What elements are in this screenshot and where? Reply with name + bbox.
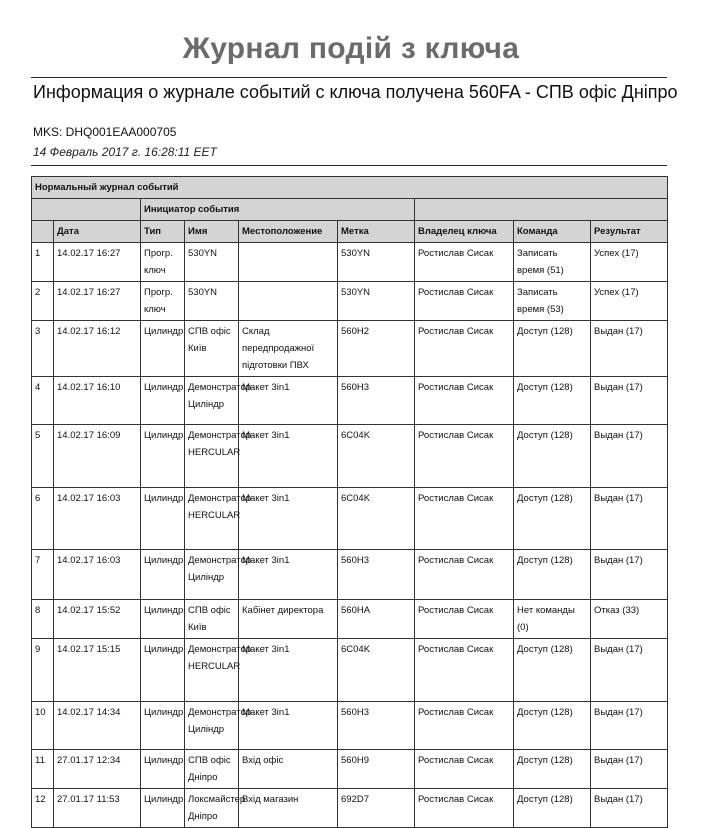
- table-row: [32, 750, 668, 789]
- col-type-cell: Цилиндр: [141, 425, 185, 488]
- col-number-cell: 12: [32, 789, 54, 828]
- col-number-cell: 10: [32, 702, 54, 750]
- col-command-cell: Доступ (128): [514, 639, 591, 702]
- col-name-cell: Демонстратор Циліндр: [185, 550, 239, 600]
- col-result-cell: Выдан (17): [591, 639, 668, 702]
- table-row: [32, 702, 668, 750]
- col-date-cell: 14.02.17 16:27: [54, 282, 141, 321]
- col-tag-cell: 530YN: [338, 243, 415, 282]
- table-row: [32, 282, 668, 321]
- col-date-cell: 14.02.17 15:52: [54, 600, 141, 639]
- col-command-cell: Доступ (128): [514, 702, 591, 750]
- col-owner-cell: Ростислав Сисак: [415, 488, 514, 550]
- col-number-header: [32, 221, 54, 243]
- col-date-cell: 14.02.17 14:34: [54, 702, 141, 750]
- col-command-header: Команда: [514, 221, 591, 243]
- col-name-cell: Демонстратор HERCULAR: [185, 425, 239, 488]
- col-number-cell: 7: [32, 550, 54, 600]
- col-command-cell: Доступ (128): [514, 488, 591, 550]
- col-number-cell: 6: [32, 488, 54, 550]
- col-owner-cell: Ростислав Сисак: [415, 600, 514, 639]
- col-command-cell: Записать время (53): [514, 282, 591, 321]
- col-result-cell: Выдан (17): [591, 321, 668, 377]
- col-number-cell: 4: [32, 377, 54, 425]
- col-location-cell: Макет 3in1: [239, 425, 338, 488]
- col-owner-cell: Ростислав Сисак: [415, 282, 514, 321]
- col-command-cell: Доступ (128): [514, 550, 591, 600]
- col-command-cell: Доступ (128): [514, 425, 591, 488]
- group-header-blank-right: [415, 199, 668, 221]
- col-tag-cell: 6C04K: [338, 488, 415, 550]
- col-name-cell: Демонстратор HERCULAR: [185, 639, 239, 702]
- col-tag-cell: 6C04K: [338, 639, 415, 702]
- table-row: [32, 550, 668, 600]
- table-row: [32, 789, 668, 828]
- col-type-cell: Прогр. ключ: [141, 243, 185, 282]
- col-owner-cell: Ростислав Сисак: [415, 750, 514, 789]
- col-owner-cell: Ростислав Сисак: [415, 702, 514, 750]
- table-row: [32, 639, 668, 702]
- col-number-cell: 8: [32, 600, 54, 639]
- column-headers: [32, 221, 668, 243]
- col-date-header: Дата: [54, 221, 141, 243]
- col-type-cell: Цилиндр: [141, 488, 185, 550]
- col-owner-cell: Ростислав Сисак: [415, 550, 514, 600]
- section-title: Нормальный журнал событий: [32, 177, 668, 199]
- col-name-cell: 530YN: [185, 243, 239, 282]
- col-type-cell: Цилиндр: [141, 789, 185, 828]
- col-result-header: Результат: [591, 221, 668, 243]
- table-row: [32, 488, 668, 550]
- col-number-cell: 11: [32, 750, 54, 789]
- col-type-cell: Цилиндр: [141, 321, 185, 377]
- col-location-header: Местоположение: [239, 221, 338, 243]
- col-date-cell: 27.01.17 12:34: [54, 750, 141, 789]
- col-number-cell: 9: [32, 639, 54, 702]
- col-location-cell: Макет 3in1: [239, 377, 338, 425]
- col-name-cell: Демонстратор Циліндр: [185, 377, 239, 425]
- col-result-cell: Выдан (17): [591, 750, 668, 789]
- col-name-cell: СПВ офіс Київ: [185, 321, 239, 377]
- group-header-initiator: Инициатор события: [141, 199, 415, 221]
- col-date-cell: 14.02.17 16:03: [54, 550, 141, 600]
- col-location-cell: [239, 282, 338, 321]
- col-number-cell: 5: [32, 425, 54, 488]
- col-owner-cell: Ростислав Сисак: [415, 243, 514, 282]
- col-result-cell: Выдан (17): [591, 377, 668, 425]
- col-name-cell: СПВ офіс Дніпро: [185, 750, 239, 789]
- title-divider: [31, 77, 667, 78]
- col-date-cell: 14.02.17 16:12: [54, 321, 141, 377]
- col-date-cell: 27.01.17 11:53: [54, 789, 141, 828]
- col-type-cell: Цилиндр: [141, 639, 185, 702]
- col-name-cell: СПВ офіс Київ: [185, 600, 239, 639]
- col-result-cell: Выдан (17): [591, 550, 668, 600]
- col-tag-cell: 560H2: [338, 321, 415, 377]
- mks-id: MKS: DHQ001EAA000705: [33, 125, 177, 139]
- col-date-cell: 14.02.17 16:09: [54, 425, 141, 488]
- col-type-cell: Цилиндр: [141, 750, 185, 789]
- document-title: Журнал подій з ключа: [182, 32, 520, 65]
- col-location-cell: Кабінет директора: [239, 600, 338, 639]
- table-row: [32, 243, 668, 282]
- col-date-cell: 14.02.17 16:03: [54, 488, 141, 550]
- col-type-cell: Цилиндр: [141, 550, 185, 600]
- col-owner-cell: Ростислав Сисак: [415, 639, 514, 702]
- col-owner-cell: Ростислав Сисак: [415, 321, 514, 377]
- col-location-cell: Вхід офіс: [239, 750, 338, 789]
- col-result-cell: Успех (17): [591, 243, 668, 282]
- group-header-blank: [32, 199, 141, 221]
- col-type-cell: Прогр. ключ: [141, 282, 185, 321]
- col-number-cell: 3: [32, 321, 54, 377]
- col-name-cell: Демонстратор Циліндр: [185, 702, 239, 750]
- col-result-cell: Успех (17): [591, 282, 668, 321]
- col-type-cell: Цилиндр: [141, 600, 185, 639]
- col-name-cell: 530YN: [185, 282, 239, 321]
- col-command-cell: Доступ (128): [514, 750, 591, 789]
- col-location-cell: Склад передпродажної підготовки ПВХ: [239, 321, 338, 377]
- col-tag-cell: 560H3: [338, 550, 415, 600]
- col-result-cell: Отказ (33): [591, 600, 668, 639]
- col-name-cell: Локсмайстер Дніпро: [185, 789, 239, 828]
- event-log-table: [31, 176, 668, 828]
- col-owner-cell: Ростислав Сисак: [415, 377, 514, 425]
- col-command-cell: Нет команды (0): [514, 600, 591, 639]
- col-location-cell: [239, 243, 338, 282]
- col-tag-cell: 560HA: [338, 600, 415, 639]
- col-command-cell: Доступ (128): [514, 321, 591, 377]
- col-command-cell: Доступ (128): [514, 789, 591, 828]
- col-date-cell: 14.02.17 16:10: [54, 377, 141, 425]
- report-timestamp: 14 Февраль 2017 г. 16:28:11 EET: [33, 145, 217, 159]
- col-number-cell: 1: [32, 243, 54, 282]
- col-type-cell: Цилиндр: [141, 377, 185, 425]
- col-command-cell: Доступ (128): [514, 377, 591, 425]
- table-row: [32, 321, 668, 377]
- col-name-header: Имя: [185, 221, 239, 243]
- event-rows: [32, 243, 668, 828]
- col-tag-cell: 692D7: [338, 789, 415, 828]
- col-location-cell: Макет 3in1: [239, 550, 338, 600]
- document-subtitle: Информация о журнале событий с ключа получена 560FA - СПВ офіс Дніпро: [33, 82, 678, 102]
- col-owner-cell: Ростислав Сисак: [415, 425, 514, 488]
- col-owner-header: Владелец ключа: [415, 221, 514, 243]
- col-tag-header: Метка: [338, 221, 415, 243]
- col-command-cell: Записать время (51): [514, 243, 591, 282]
- col-name-cell: Демонстратор HERCULAR: [185, 488, 239, 550]
- col-date-cell: 14.02.17 16:27: [54, 243, 141, 282]
- col-tag-cell: 560H9: [338, 750, 415, 789]
- col-result-cell: Выдан (17): [591, 425, 668, 488]
- col-tag-cell: 560H3: [338, 702, 415, 750]
- col-location-cell: Вхід магазин: [239, 789, 338, 828]
- table-row: [32, 377, 668, 425]
- col-tag-cell: 530YN: [338, 282, 415, 321]
- col-location-cell: Макет 3in1: [239, 702, 338, 750]
- col-result-cell: Выдан (17): [591, 702, 668, 750]
- col-date-cell: 14.02.17 15:15: [54, 639, 141, 702]
- table-row: [32, 600, 668, 639]
- col-tag-cell: 560H3: [338, 377, 415, 425]
- col-tag-cell: 6C04K: [338, 425, 415, 488]
- col-location-cell: Макет 3in1: [239, 488, 338, 550]
- col-location-cell: Макет 3in1: [239, 639, 338, 702]
- col-type-cell: Цилиндр: [141, 702, 185, 750]
- table-row: [32, 425, 668, 488]
- col-result-cell: Выдан (17): [591, 488, 668, 550]
- col-result-cell: Выдан (17): [591, 789, 668, 828]
- header-divider: [31, 165, 667, 166]
- col-number-cell: 2: [32, 282, 54, 321]
- col-owner-cell: Ростислав Сисак: [415, 789, 514, 828]
- col-type-header: Тип: [141, 221, 185, 243]
